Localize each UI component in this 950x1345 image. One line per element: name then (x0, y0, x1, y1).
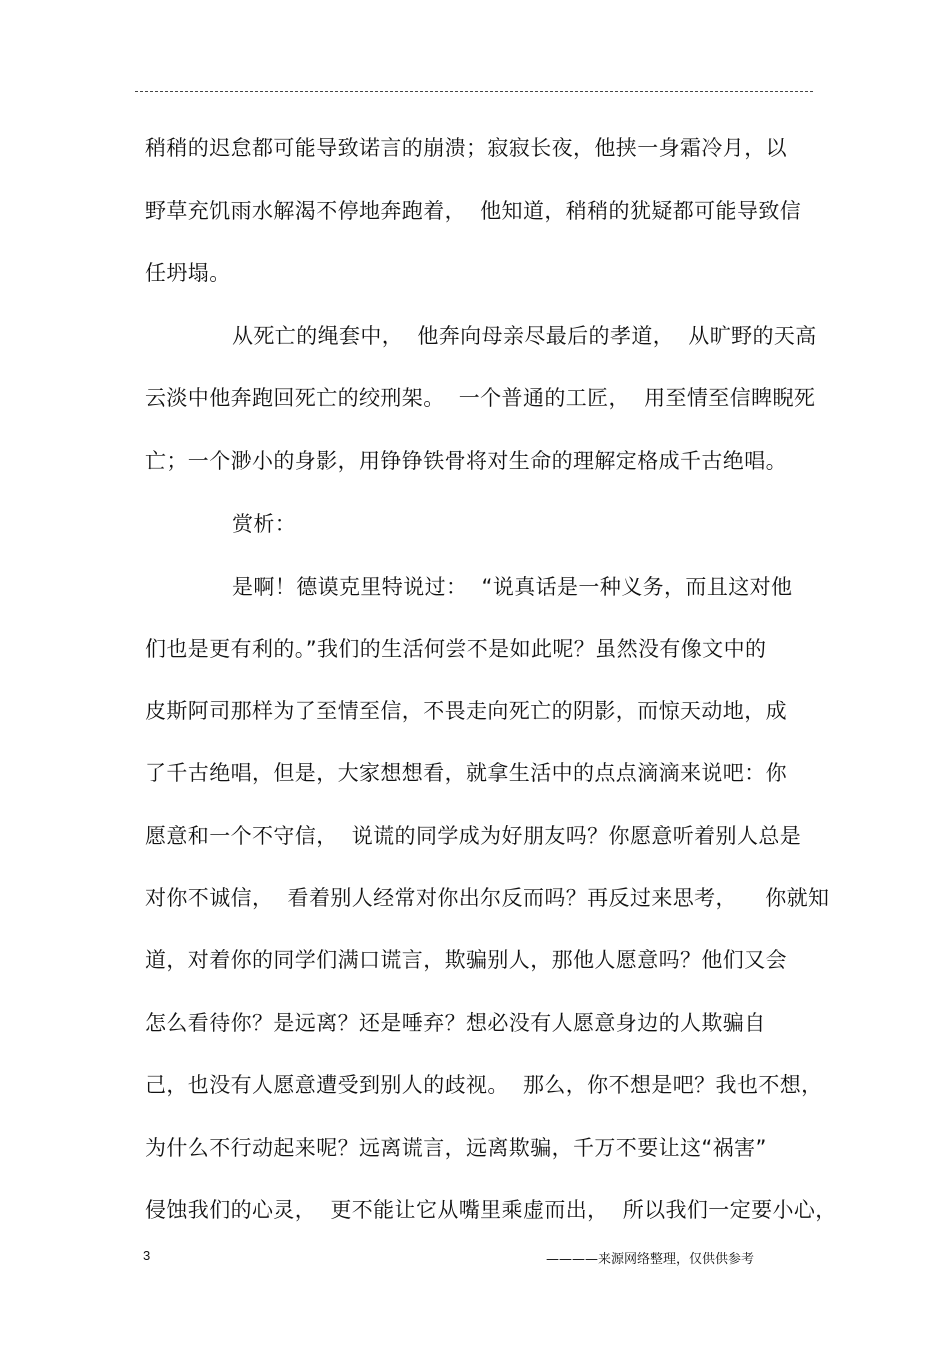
text-line: 对你不诚信， 看着别人经常对你出尔反而吗？再反过来思考， 你就知 (145, 886, 830, 910)
text-line: 皮斯阿司那样为了至情至信，不畏走向死亡的阴影，而惊天动地，成 (145, 699, 787, 723)
text-line: 己，也没有人愿意遭受到别人的歧视。 那么，你不想是吧？我也不想， (145, 1073, 823, 1097)
text-line: 任坍塌。 (145, 261, 231, 285)
text-line: 稍稍的迟怠都可能导致诺言的崩溃；寂寂长夜，他挟一身霜冷月，以 (145, 136, 787, 160)
footer-source-note: ————来源网络整理，仅供供参考 (546, 1252, 755, 1267)
page-number: 3 (143, 1248, 151, 1263)
text-line: 侵蚀我们的心灵， 更不能让它从嘴里乘虚而出， 所以我们一定要小心， (145, 1198, 837, 1222)
text-line: 们也是更有利的。”我们的生活何尝不是如此呢？虽然没有像文中的 (145, 637, 767, 661)
section-heading-analysis: 赏析： (232, 512, 297, 536)
text-line: 愿意和一个不守信， 说谎的同学成为好朋友吗？你愿意听着别人总是 (145, 824, 802, 848)
text-line: 为什么不行动起来呢？远离谎言，远离欺骗，千万不要让这“祸害” (145, 1136, 767, 1160)
paragraph-start-line: 是啊！德谟克里特说过： “说真话是一种义务，而且这对他 (232, 575, 793, 599)
text-line: 亡；一个渺小的身影，用铮铮铁骨将对生命的理解定格成千古绝唱。 (145, 449, 787, 473)
text-line: 了千古绝唱，但是，大家想想看，就拿生活中的点点滴滴来说吧：你 (145, 761, 787, 785)
text-line: 怎么看待你？是远离？还是唾弃？想必没有人愿意身边的人欺骗自 (145, 1011, 766, 1035)
text-line: 野草充饥雨水解渴不停地奔跑着， 他知道，稍稍的犹疑都可能导致信 (145, 199, 802, 223)
text-line: 云淡中他奔跑回死亡的绞刑架。 一个普通的工匠， 用至情至信睥睨死 (145, 386, 816, 410)
paragraph-start-line: 从死亡的绳套中， 他奔向母亲尽最后的孝道， 从旷野的天高 (232, 324, 817, 348)
text-line: 道，对着你的同学们满口谎言，欺骗别人，那他人愿意吗？他们又会 (145, 948, 787, 972)
header-divider (135, 91, 813, 92)
